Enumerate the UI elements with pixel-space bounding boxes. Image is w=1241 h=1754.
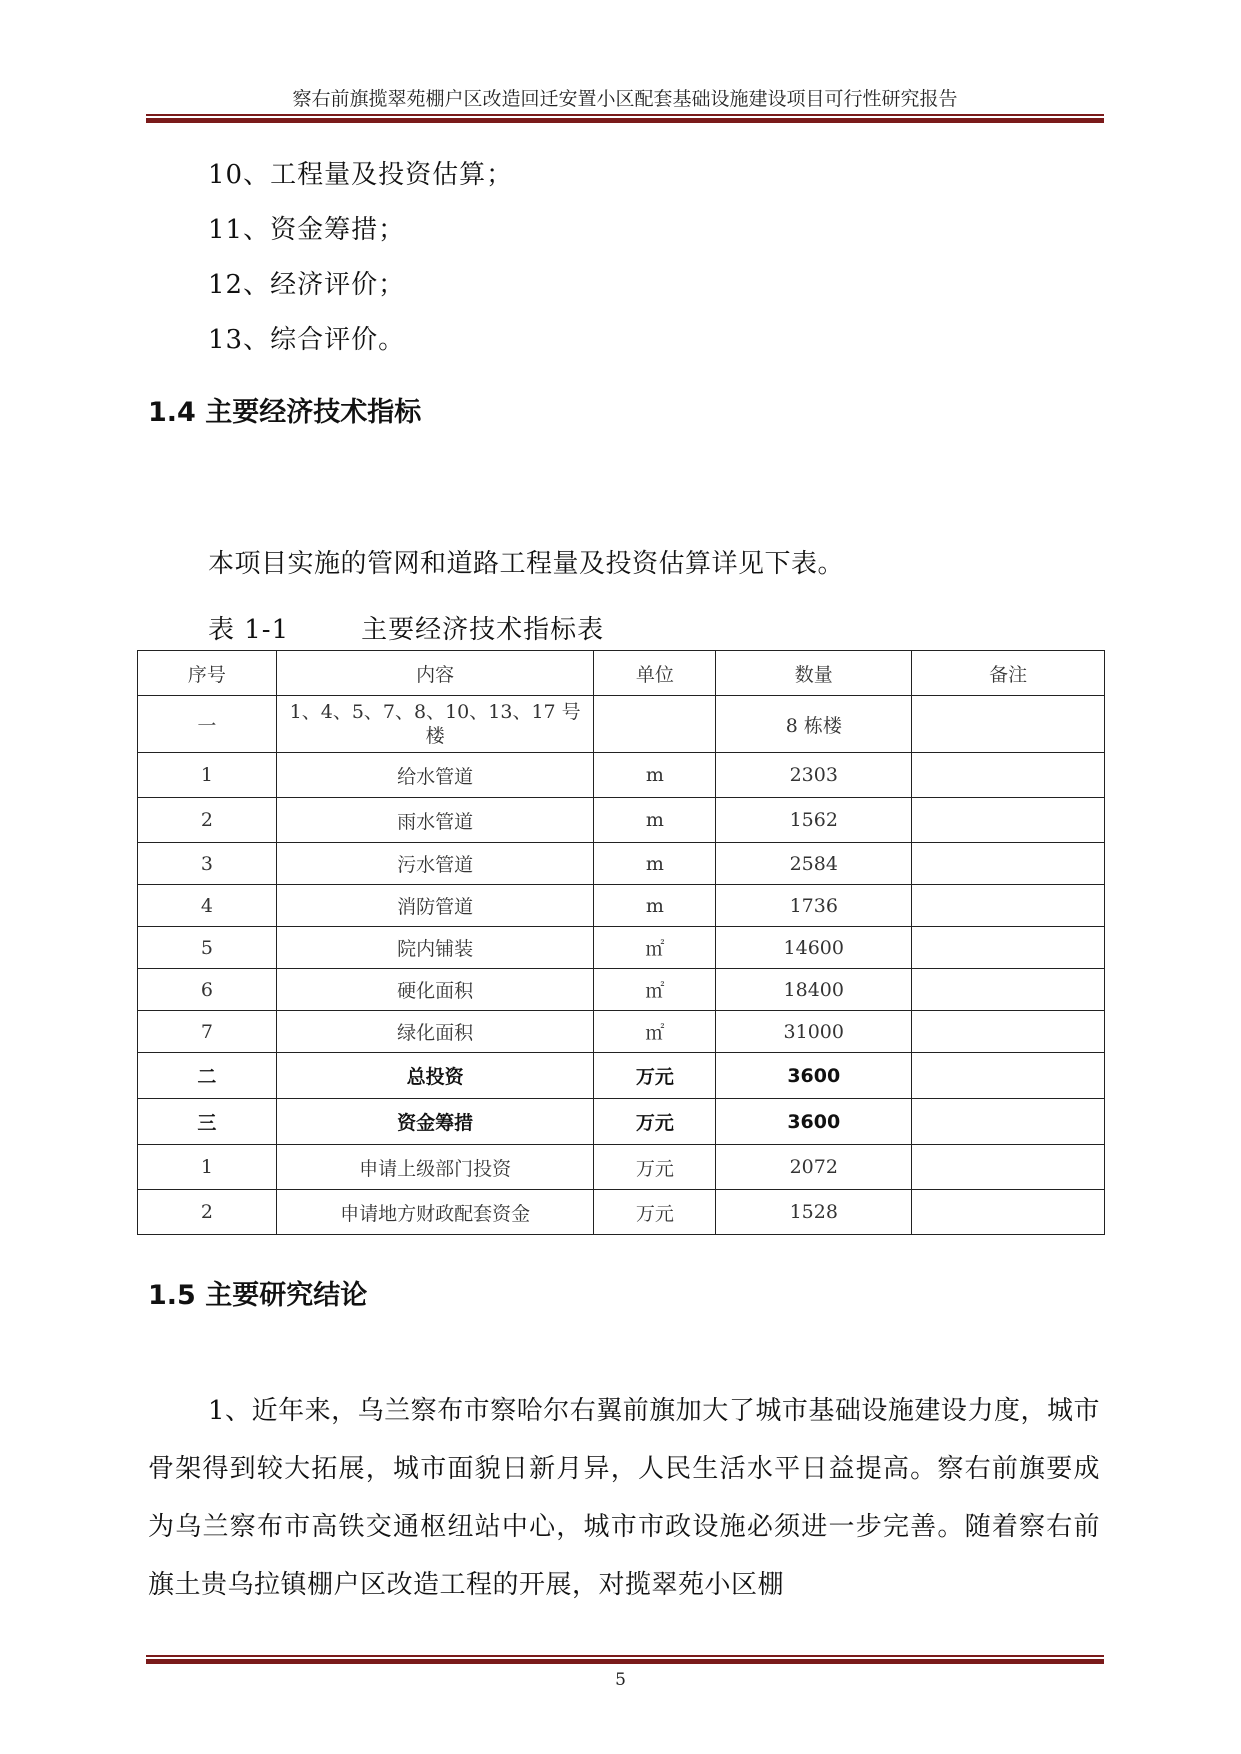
- table-cell: ㎡: [594, 1011, 716, 1053]
- header-rule: [146, 114, 1104, 123]
- table-row: [138, 1145, 1105, 1190]
- table-cell: m: [594, 753, 716, 798]
- table-cell: 1、4、5、7、8、10、13、17 号楼: [276, 696, 594, 753]
- table-caption-title: 主要经济技术指标表: [361, 615, 605, 645]
- table-row: [138, 753, 1105, 798]
- table-cell: [912, 1053, 1105, 1099]
- table-cell: 硬化面积: [276, 969, 594, 1011]
- table-cell: 8 栋楼: [716, 696, 912, 753]
- table-cell: [594, 696, 716, 753]
- list-item: 11、资金筹措；: [208, 215, 406, 245]
- table-cell: [912, 696, 1105, 753]
- table-cell: [912, 798, 1105, 843]
- table-caption: [208, 609, 604, 646]
- table-cell: 18400: [716, 969, 912, 1011]
- table-cell: 2: [138, 1190, 277, 1235]
- table-cell: 一: [138, 696, 277, 753]
- table-cell: 2303: [716, 753, 912, 798]
- table-cell: ㎡: [594, 927, 716, 969]
- table-row: [138, 969, 1105, 1011]
- table-cell: 2584: [716, 843, 912, 885]
- column-header: 数量: [716, 651, 912, 696]
- table-row: [138, 927, 1105, 969]
- table-cell: 资金筹措: [276, 1099, 594, 1145]
- table-cell: [912, 927, 1105, 969]
- table-cell: 1562: [716, 798, 912, 843]
- column-header: 内容: [276, 651, 594, 696]
- table-cell: 二: [138, 1053, 277, 1099]
- table-cell: 6: [138, 969, 277, 1011]
- table-cell: 给水管道: [276, 753, 594, 798]
- table-cell: 3600: [716, 1099, 912, 1145]
- page-header-title: 察右前旗揽翠苑棚户区改造回迁安置小区配套基础设施建设项目可行性研究报告: [292, 88, 958, 110]
- list-item: 10、工程量及投资估算；: [208, 160, 514, 190]
- table-cell: [912, 1145, 1105, 1190]
- section-heading-1-4: 1.4 主要经济技术指标: [148, 397, 422, 428]
- table-cell: 雨水管道: [276, 798, 594, 843]
- table-cell: 1736: [716, 885, 912, 927]
- table-row: [138, 1099, 1105, 1145]
- intro-paragraph: 本项目实施的管网和道路工程量及投资估算详见下表。: [208, 549, 845, 579]
- table-header-row: [138, 651, 1105, 696]
- list-item: 13、综合评价。: [208, 325, 406, 355]
- list-item: 12、经济评价；: [208, 270, 406, 300]
- table-cell: 31000: [716, 1011, 912, 1053]
- table-cell: [912, 843, 1105, 885]
- column-header: 备注: [912, 651, 1105, 696]
- table-cell: 3: [138, 843, 277, 885]
- table-cell: [912, 1011, 1105, 1053]
- page-number: 5: [615, 1670, 626, 1690]
- table-cell: 三: [138, 1099, 277, 1145]
- table-row: [138, 1053, 1105, 1099]
- metrics-table: [137, 650, 1105, 1235]
- table-row: [138, 885, 1105, 927]
- table-cell: m: [594, 885, 716, 927]
- table-cell: 消防管道: [276, 885, 594, 927]
- table-cell: 7: [138, 1011, 277, 1053]
- table-cell: 总投资: [276, 1053, 594, 1099]
- table-cell: 万元: [594, 1099, 716, 1145]
- table-cell: 申请地方财政配套资金: [276, 1190, 594, 1235]
- table-cell: 2: [138, 798, 277, 843]
- table-cell: m: [594, 843, 716, 885]
- table-cell: 万元: [594, 1190, 716, 1235]
- conclusion-paragraph: 1、近年来，乌兰察布市察哈尔右翼前旗加大了城市基础设施建设力度，城市骨架得到较大拓展，城市面貌日新月异，人民生活水平日益提高。察右前旗要成为乌兰察布市高铁交通枢纽站中心，城市市政设施必须进一步完善。随着察右前旗土贵乌拉镇棚户区改造工程的开展，对揽翠苑小区棚: [148, 1396, 1100, 1600]
- table-cell: m: [594, 798, 716, 843]
- table-cell: [912, 969, 1105, 1011]
- table-caption-number: 表 1-1: [208, 615, 290, 645]
- column-header: 序号: [138, 651, 277, 696]
- table-cell: ㎡: [594, 969, 716, 1011]
- table-cell: 4: [138, 885, 277, 927]
- table-cell: 1528: [716, 1190, 912, 1235]
- table-cell: 申请上级部门投资: [276, 1145, 594, 1190]
- table-cell: 1: [138, 753, 277, 798]
- table-cell: 万元: [594, 1053, 716, 1099]
- table-row: [138, 696, 1105, 753]
- table-row: [138, 1011, 1105, 1053]
- section-heading-1-5: 1.5 主要研究结论: [148, 1280, 368, 1311]
- table-cell: 2072: [716, 1145, 912, 1190]
- column-header: 单位: [594, 651, 716, 696]
- table-row: [138, 843, 1105, 885]
- table-cell: [912, 753, 1105, 798]
- table-cell: 绿化面积: [276, 1011, 594, 1053]
- table-cell: 14600: [716, 927, 912, 969]
- table-cell: [912, 885, 1105, 927]
- table-cell: 院内铺装: [276, 927, 594, 969]
- table-row: [138, 798, 1105, 843]
- table-cell: [912, 1190, 1105, 1235]
- table-cell: [912, 1099, 1105, 1145]
- table-cell: 5: [138, 927, 277, 969]
- table-cell: 1: [138, 1145, 277, 1190]
- footer-rule: [146, 1655, 1104, 1664]
- table-cell: 污水管道: [276, 843, 594, 885]
- table-row: [138, 1190, 1105, 1235]
- table-cell: 3600: [716, 1053, 912, 1099]
- table-cell: 万元: [594, 1145, 716, 1190]
